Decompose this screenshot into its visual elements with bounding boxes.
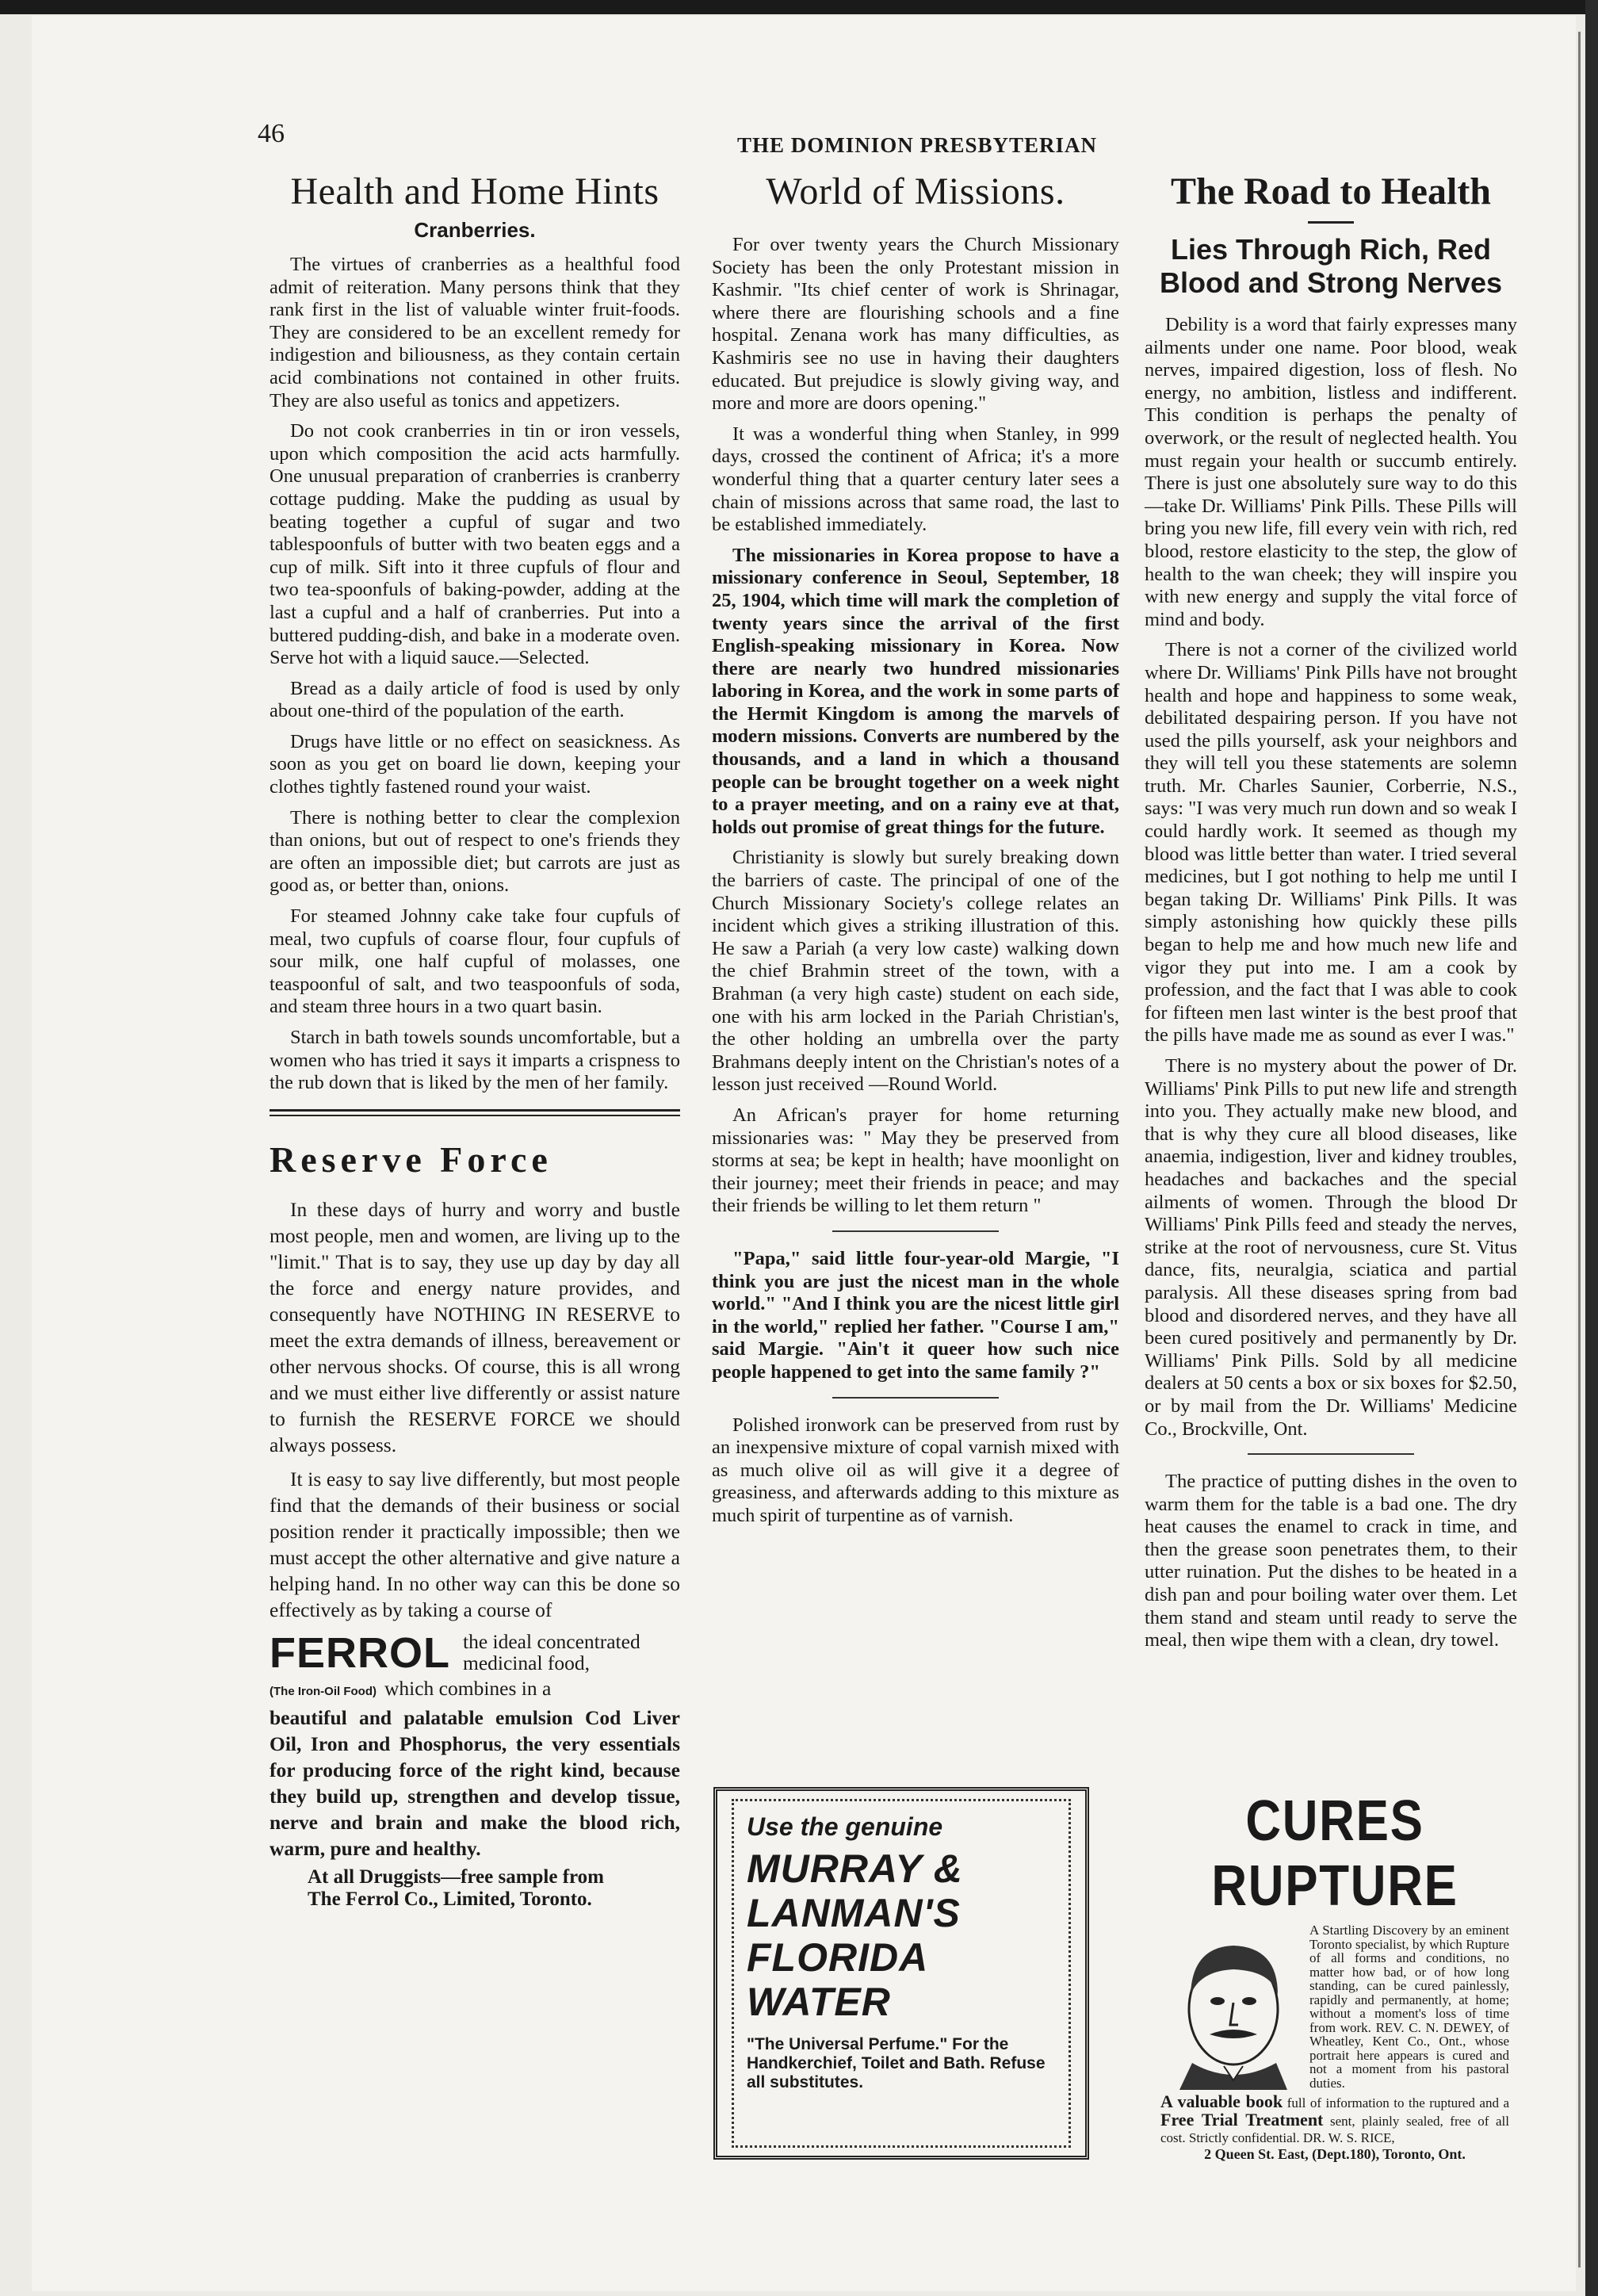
column-right xyxy=(1145,170,1517,1660)
cures-address: 2 Queen St. East, (Dept.180), Toronto, Ont. xyxy=(1204,2146,1466,2162)
missions-paragraph: An African's prayer for home returning missionaries was: " May they be preserved from storms at sea; be kept in health; have moonlight on their journey; meet their friends in peace; and may their friends be willing to let them return " xyxy=(712,1104,1119,1217)
murray-quote: "The Universal Perfume." For the Handkerchief, Toilet and Bath. Refuse all substitutes. xyxy=(747,2035,1046,2091)
scan-right-edge xyxy=(1585,0,1598,2296)
ferrol-brand: FERROL xyxy=(270,1628,450,1677)
ferrol-description: beautiful and palatable emulsion Cod Liver Oil, Iron and Phosphorus, the very essentials for producing force of the right kind, because they build up, strengthen and develop tissue, nerve and brain and make the blood rich, warm, pure and healthy. xyxy=(270,1705,680,1860)
missions-title: World of Missions. xyxy=(766,170,1065,212)
reserve-paragraph: In these days of hurry and worry and bustle most people, men and women, are living up to the "limit." That is to say, they use up day by day all the force and energy nature provides, and consequently have NOTHING IN RESERVE to meet the extra demands of illness, bereavement or other nervous shocks. Of course, this is all wrong and we must either live differently or assist nature to furnish the RESERVE FORCE we should always possess. xyxy=(270,1197,680,1456)
health-subtitle: Cranberries. xyxy=(414,218,536,242)
health-paragraph: For steamed Johnny cake take four cupfuls of meal, two cupfuls of coarse flour, four cupfuls of sour milk, one half cupful of molasses, one teaspoonful of salt, and two teaspoonfuls of soda, and steam three hours in a two quart basin. xyxy=(270,905,680,1018)
road-headline: Lies Through Rich, Red Blood and Strong Nerves xyxy=(1159,233,1503,299)
column-middle xyxy=(712,170,1119,1535)
portrait-illustration xyxy=(1160,1923,1303,2090)
murray-lanman-ad xyxy=(713,1787,1089,2160)
cures-headline: CURES RUPTURE xyxy=(1211,1789,1458,1918)
murray-brand-line: LANMAN'S xyxy=(747,1891,961,1935)
health-paragraph: The virtues of cranberries as a healthful food admit of reiteration. Many persons think that they rank first in the list of valuable winter fruit-foods. They are considered to be an excellent remedy for indigestion and biliousness, as they contain certain acid combinations not contained in other fruits. They are also useful as tonics and appetizers. xyxy=(270,254,680,411)
health-paragraph: Do not cook cranberries in tin or iron vessels, upon which composition the acid acts harmfully. One unusual preparation of cranberries is cranberry cottage pudding. Make the pudding as usual by beating together a cupful of sugar and two tablespoonfuls of butter with two beaten eggs and a cup of milk. Sift into it three cupfuls of flour and two tea-spoonfuls of baking-powder, adding at the last a cupful and a half of cranberries. Put into a buttered pudding-dish, and bake in a moderate oven. Serve hot with a liquid sauce.—Selected. xyxy=(270,420,680,669)
ferrol-line1: which combines in a xyxy=(384,1676,552,1700)
reserve-paragraph: It is easy to say live differently, but most people find that the demands of their business or social position render it practically impossible; then we must accept the other alternative and give nature a helping hand. In no other way can this be done so effectively as by taking a course of xyxy=(270,1467,680,1621)
ferrol-footer-2: The Ferrol Co., Limited, Toronto. xyxy=(308,1888,592,1910)
missions-paragraph: The missionaries in Korea propose to have a missionary conference in Seoul, September, 18 25, 1904, which time will mark the completion of twenty years since the arrival of the first English-speaking missionary in Korea. Now there are nearly two hundred missionaries laboring in Korea, and the work in some parts of the Hermit Kingdom is among the marvels of modern missions. Converts are numbered by the thousands, and a land in which a thousand people can be brought together on a week night to a prayer meeting, and on a rainy eve at that, holds out promise of great things for the future. xyxy=(712,544,1119,838)
divider xyxy=(832,1230,999,1232)
column-left xyxy=(270,170,680,1911)
road-title: The Road to Health xyxy=(1170,170,1491,212)
reserve-force-ad xyxy=(270,1138,680,1911)
cures-body-text: A Startling Discovery by an eminent Toronto specialist, by which Rupture of all forms and conditions, no matter how bad, or of how long standing, can be cured painlessly, rapidly and permanently, at home; without a moment's loss of time from work. REV. C. N. DEWEY, of Wheatley, Kent Co., Ont., whose portrait here appears is cured and not a moment from his pastoral duties. xyxy=(1309,1923,1509,2091)
divider xyxy=(1248,1453,1414,1455)
murray-use-genuine: Use the genuine xyxy=(747,1812,943,1841)
health-title: Health and Home Hints xyxy=(290,170,659,212)
cures-mid-text: full of information to the ruptured and a xyxy=(1286,2095,1510,2110)
ferrol-tagline: the ideal concentrated medicinal food, xyxy=(463,1629,640,1674)
ironwork-tip: Polished ironwork can be preserved from rust by an inexpensive mixture of copal varnish mixed with as much olive oil as will give it a degree of greasiness, and afterwards adding to this mixture as much spirit of turpentine as of varnish. xyxy=(712,1414,1119,1526)
road-paragraph: There is no mystery about the power of Dr. Williams' Pink Pills to put new life and strength into you. They actually make new blood, and that is why they cure all blood diseases, like anaemia, indigestion, liver and kidney troubles, headaches and backaches and the special ailments of women. Through the blood Dr Williams' Pink Pills feed and steady the nerves, strike at the root of nervousness, cure St. Vitus dance, fits, neuralgia, sciatica and partial paralysis. All these diseases spring from bad blood and disordered nerves, and they have all been cured positively and permanently by Dr. Williams' Pink Pills. Sold by all medicine dealers at 50 cents a box or six boxes for $2.50, or by mail from the Dr. Williams' Medicine Co., Brockville, Ont. xyxy=(1145,1055,1517,1440)
road-paragraph: Debility is a word that fairly expresses many ailments under one name. Poor blood, weak nerves, impaired digestion, loss of flesh. No energy, no ambition, listless and indifferent. This condition is perhaps the penalty of overwork, or the result of neglected health. You must regain your health or succumb entirely. There is just one absolutely sure way to do this—take Dr. Williams' Pink Pills. These Pills will bring you new life, fill every vein with rich, red blood, restore elasticity to the step, the glow of health to the wan cheek; they will inspire you with new energy and supply the vital force of mind and body. xyxy=(1145,314,1517,630)
missions-paragraph: For over twenty years the Church Missionary Society has been the only Protestant mission in Kashmir. "Its chief center of work is Shrinagar, where there are flourishing schools and a fine hospital. Zenana work has many difficulties, as Kashmiris see no use in having their daughters educated. But prejudice is slowly giving way, and more and more are doors opening." xyxy=(712,234,1119,415)
cures-tail-text: sent, plainly sealed, free of all cost. Strictly confidential. DR. W. S. RICE, xyxy=(1160,2114,1509,2145)
scan-binding-line xyxy=(1578,32,1581,2267)
murray-brand-line: MURRAY & xyxy=(747,1846,963,1891)
newspaper-page xyxy=(32,16,1576,2291)
missions-paragraph: It was a wonderful thing when Stanley, in 999 days, crossed the continent of Africa; it's a more wonderful thing that a quarter century later sees a chain of missions across that same road, the last to be established immediately. xyxy=(712,423,1119,536)
health-paragraph: Drugs have little or no effect on seasickness. As soon as you get on board lie down, keeping your clothes tightly fastened round your waist. xyxy=(270,730,680,798)
title-rule xyxy=(1308,221,1354,224)
health-paragraph: There is nothing better to clear the complexion than onions, but out of respect to one's friends they are often an impossible diet; but carrots are just as good as, or better than, onions. xyxy=(270,806,680,897)
reserve-title: Reserve Force xyxy=(270,1138,552,1180)
health-paragraph: Starch in bath towels sounds uncomfortable, but a women who has tried it says it imparts a crispness to the rub down that is liked by the men of her family. xyxy=(270,1027,680,1094)
valuable-book: A valuable book xyxy=(1160,2091,1283,2111)
murray-brand-line: FLORIDA xyxy=(747,1935,929,1980)
section-divider xyxy=(270,1109,680,1116)
scan-top-edge xyxy=(0,0,1598,14)
ferrol-footer-1: At all Druggists—free sample from xyxy=(308,1866,605,1888)
divider xyxy=(832,1397,999,1399)
cures-footer xyxy=(1160,2093,1509,2163)
running-title: THE DOMINION PRESBYTERIAN xyxy=(736,133,1098,157)
health-paragraph: Bread as a daily article of food is used by only about one-third of the population of the earth. xyxy=(270,677,680,722)
page-number: 46 xyxy=(258,119,285,148)
cures-rupture-ad xyxy=(1160,1789,1509,2163)
missions-paragraph: Christianity is slowly but surely breaking down the barriers of caste. The principal of one of the Church Missionary Society's college relates an incident which gives a striking illustration of this. He saw a Pariah (a very low caste) walking down the chief Brahmin street of the town, with a Brahman (a very high caste) student on each side, one with his arm locked in the Pariah Christian's, the other holding an umbrella over the party Brahmans deeply intent on the Christian's notes of a lesson just received —Round World. xyxy=(712,847,1119,1096)
papa-anecdote: "Papa," said little four-year-old Margie, "I think you are just the nicest man in the whole world." "And I think you are the nicest little girl in the world," replied her father. "Course I am," said Margie. "Ain't it queer how such nice people happened to get into the same family ?" xyxy=(712,1247,1119,1383)
free-trial: Free Trial Treatment xyxy=(1160,2110,1324,2130)
ferrol-block xyxy=(270,1628,680,1677)
road-paragraph: There is not a corner of the civilized world where Dr. Williams' Pink Pills have not brought health and hope and happiness to some weak, debilitated despairing person. If you have not used the pills yourself, ask your neighbors and they will tell you these statements are solemn truth. Mr. Charles Saunier, Corberrie, N.S., says: "I was very much run down and so weak I could hardly work. It seemed as though my blood was little better than water. I tried several medicines, but I got nothing to help me until I began taking Dr. Williams' Pink Pills. It was simply astonishing how quickly these pills began to help me and how much new life and vigor they put into me. I am a cook by profession, and the fact that I was able to cook for fifteen men last winter is the best proof that the pills have made me as sound as ever I was." xyxy=(1145,639,1517,1047)
dishes-tip: The practice of putting dishes in the oven to warm them for the table is a bad one. The dry heat causes the enamel to crack in time, and then the grease soon penetrates them, to their utter ruination. Put the dishes to be heated in a dish pan and pour boiling water over them. Let them stand and steam until ready to serve the meal, then wipe them with a clean, dry towel. xyxy=(1145,1471,1517,1651)
ferrol-subtitle: (The Iron-Oil Food) xyxy=(270,1684,377,1698)
murray-brand-line: WATER xyxy=(747,1980,891,2024)
